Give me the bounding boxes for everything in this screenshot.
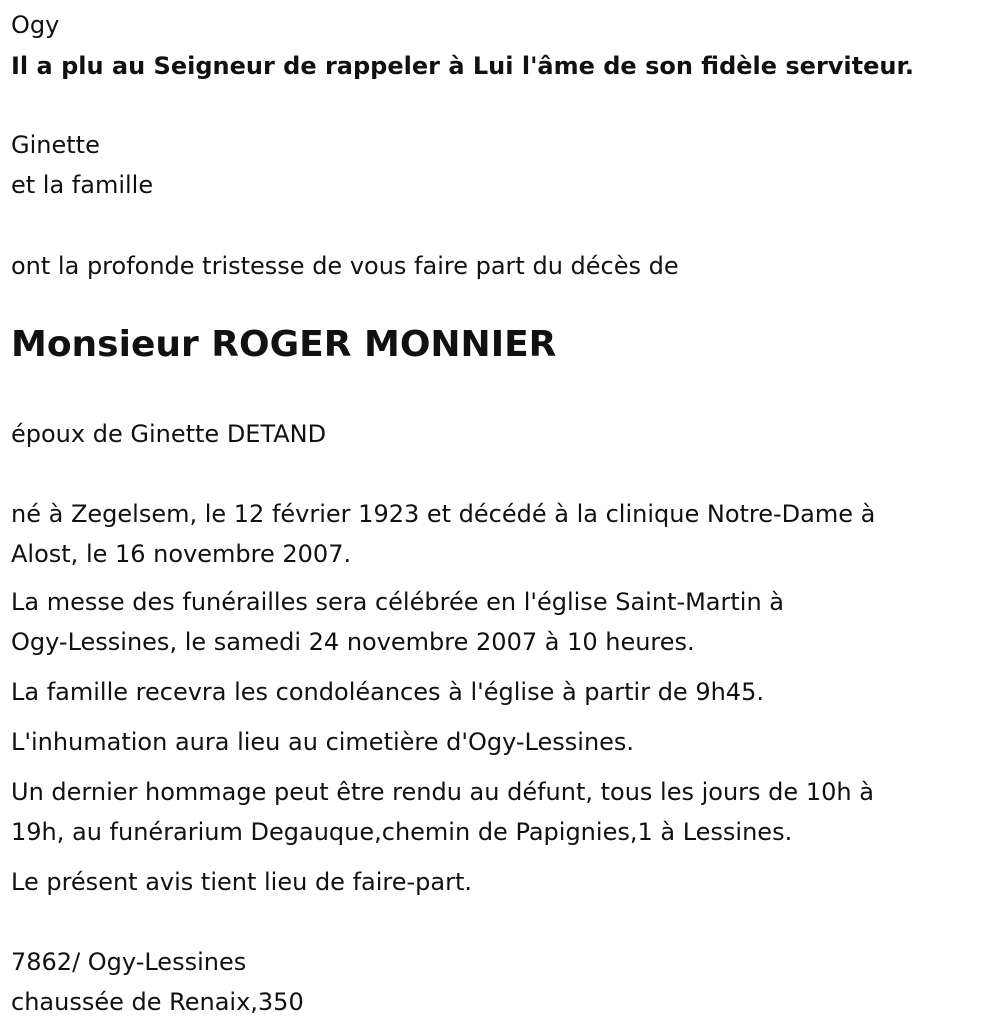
deceased-name: Monsieur ROGER MONNIER — [11, 324, 557, 365]
mass-line1: La messe des funérailles sera célébrée en l'église Saint-Martin à — [11, 588, 785, 616]
homage-line1: Un dernier hommage peut être rendu au défunt, tous les jours de 10h à — [11, 778, 874, 806]
family-and: et la famille — [11, 171, 154, 199]
location-text: Ogy — [11, 11, 60, 39]
address-line2: chaussée de Renaix,350 — [11, 988, 304, 1016]
announcement-text: ont la profonde tristesse de vous faire part du décès de — [11, 252, 679, 280]
condolences-text: La famille recevra les condoléances à l'église à partir de 9h45. — [11, 678, 764, 706]
opening-text: Il a plu au Seigneur de rappeler à Lui l'âme de son fidèle serviteur. — [11, 52, 915, 80]
burial-text: L'inhumation aura lieu au cimetière d'Ogy-Lessines. — [11, 728, 635, 756]
spouse-text: époux de Ginette DETAND — [11, 420, 327, 448]
address-line1: 7862/ Ogy-Lessines — [11, 948, 247, 976]
birth-death-line1: né à Zegelsem, le 12 février 1923 et décédé à la clinique Notre-Dame à — [11, 500, 876, 528]
homage-line2: 19h, au funérarium Degauque,chemin de Papignies,1 à Lessines. — [11, 818, 793, 846]
birth-death-line2: Alost, le 16 novembre 2007. — [11, 540, 352, 568]
family-name: Ginette — [11, 131, 100, 159]
mass-line2: Ogy-Lessines, le samedi 24 novembre 2007 à 10 heures. — [11, 628, 695, 656]
notice-text: Le présent avis tient lieu de faire-part. — [11, 868, 473, 896]
